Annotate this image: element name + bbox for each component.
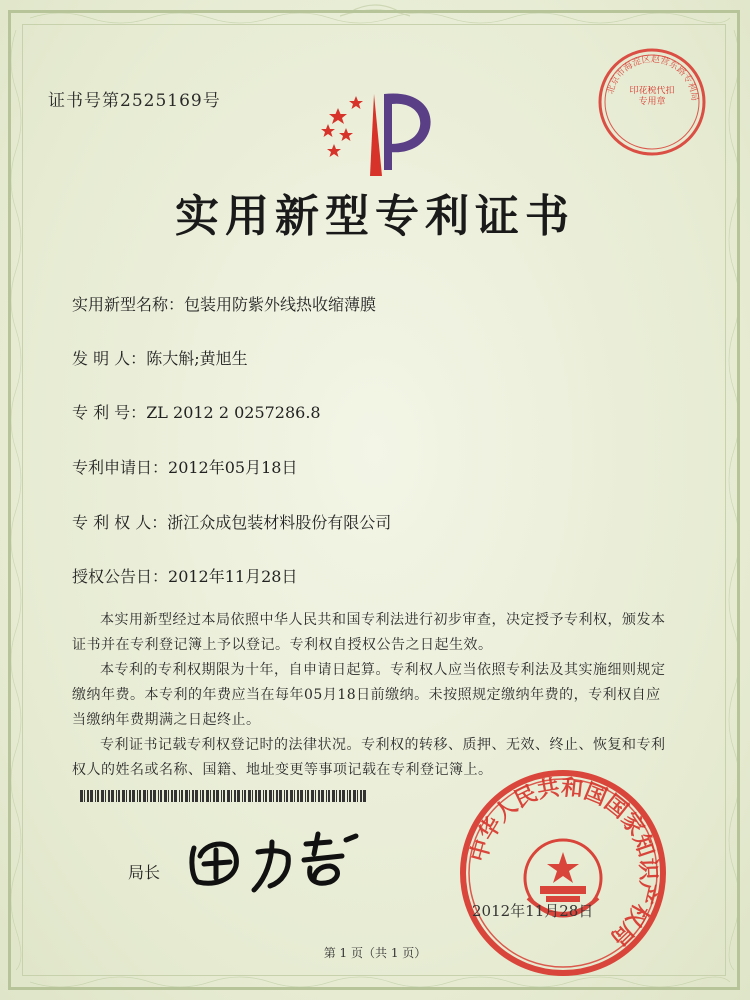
barcode-bar	[357, 790, 358, 802]
barcode-bar	[342, 790, 345, 802]
barcode-bar	[258, 790, 261, 802]
barcode-bar	[328, 790, 330, 802]
field-value: 陈大斛;黄旭生	[146, 349, 248, 368]
barcode-bar	[139, 790, 141, 802]
barcode-bar	[311, 790, 314, 802]
barcode-bar	[192, 790, 194, 802]
barcode-bar	[80, 790, 83, 802]
barcode-bar	[200, 790, 201, 802]
barcode-bar	[315, 790, 316, 802]
barcode-bar	[279, 790, 282, 802]
barcode-bar	[150, 790, 152, 802]
barcode-bar	[307, 790, 309, 802]
barcode-bar	[206, 790, 209, 802]
barcode-bar	[147, 790, 148, 802]
field-value: 包装用防紫外线热收缩薄膜	[184, 295, 377, 314]
barcode-bar	[185, 790, 188, 802]
certificate-number: 证书号第2525169号	[48, 91, 221, 111]
barcode-bar	[332, 790, 335, 802]
barcode-bar	[234, 790, 236, 802]
barcode-bar	[248, 790, 251, 802]
barcode-bar	[244, 790, 246, 802]
barcode-bar	[143, 790, 146, 802]
field-patentee	[72, 510, 391, 533]
barcode-bar	[297, 790, 299, 802]
barcode-bar	[116, 790, 117, 802]
barcode-bar	[97, 790, 99, 802]
field-patent-number	[72, 400, 321, 423]
barcode-bar	[179, 790, 180, 802]
barcode-bar	[118, 790, 120, 802]
barcode-bar	[202, 790, 204, 802]
field-value: ZL 2012 2 0257286.8	[146, 403, 321, 422]
seal-date: 2012年11月28日	[472, 902, 594, 920]
body-paragraph-grant: 本实用新型经过本局依照中华人民共和国专利法进行初步审查，决定授予专利权，颁发本证书并在专利登记簿上予以登记。专利权自授权公告之日起生效。	[72, 612, 666, 653]
barcode-bar	[174, 790, 177, 802]
barcode-bar	[210, 790, 211, 802]
barcode-bar	[252, 790, 253, 802]
barcode-bar	[101, 790, 104, 802]
field-grant-date	[72, 564, 297, 587]
barcode-bar	[286, 790, 288, 802]
barcode-bar	[221, 790, 222, 802]
certificate-body	[72, 608, 672, 783]
small-seal-center-text: 印花税代扣专用章	[629, 86, 675, 107]
body-paragraph-term: 本专利的专利权期限为十年，自申请日起算。专利权人应当依照专利法及其实施细则规定缴纳年费。本专利的年费应当在每年05月18日前缴纳。未按照规定缴纳年费的，专利权自应当缴纳年费期满之日起终止。	[72, 662, 666, 728]
barcode-bar	[300, 790, 303, 802]
barcode-bar	[158, 790, 159, 802]
field-label: 授权公告日：	[72, 567, 169, 586]
field-value: 2012年05月18日	[168, 458, 298, 477]
barcode-bar	[171, 790, 173, 802]
field-label: 发 明 人：	[72, 349, 147, 368]
barcode-bar	[126, 790, 127, 802]
barcode-bar	[276, 790, 278, 802]
barcode-bar	[305, 790, 306, 802]
barcode-bar	[164, 790, 167, 802]
barcode-bar	[242, 790, 243, 802]
field-label: 专利申请日：	[72, 458, 169, 477]
field-value: 2012年11月28日	[168, 567, 298, 586]
field-label: 专 利 权 人：	[72, 513, 168, 532]
barcode-bar	[137, 790, 138, 802]
barcode-bar	[263, 790, 264, 802]
barcode-bar	[284, 790, 285, 802]
field-value: 浙江众成包装材料股份有限公司	[167, 513, 392, 532]
barcode-bar	[237, 790, 240, 802]
seal-text: 中华人民共和国国家知识产权局	[466, 775, 661, 951]
barcode-bar	[326, 790, 327, 802]
field-label: 实用新型名称：	[72, 295, 185, 314]
barcode-bar	[336, 790, 337, 802]
barcode-bar	[290, 790, 293, 802]
barcode-bar	[111, 790, 114, 802]
certificate-title: 实用新型专利证书	[175, 191, 575, 242]
barcode-bar	[269, 790, 272, 802]
body-paragraph-status: 专利证书记载专利权登记时的法律状况。专利权的转移、质押、无效、终止、恢复和专利权人的姓名或名称、国籍、地址变更等事项记载在专利登记簿上。	[72, 737, 666, 778]
barcode-bar	[195, 790, 198, 802]
barcode-bar	[160, 790, 162, 802]
director-label: 局长	[128, 863, 161, 882]
barcode-bar	[132, 790, 135, 802]
barcode-bar	[90, 790, 93, 802]
barcode-bar	[353, 790, 356, 802]
barcode-bar	[87, 790, 89, 802]
page-number: 第 1 页（共 1 页）	[323, 946, 427, 960]
barcode-bar	[223, 790, 225, 802]
field-utility-model-name	[72, 292, 376, 315]
barcode-bar	[347, 790, 348, 802]
barcode-bar	[213, 790, 215, 802]
barcode-bar	[189, 790, 190, 802]
barcode-bar	[363, 790, 366, 802]
field-application-date	[72, 455, 297, 478]
barcode-icon	[80, 790, 370, 802]
barcode-bar	[255, 790, 257, 802]
barcode-bar	[318, 790, 320, 802]
barcode-bar	[294, 790, 295, 802]
barcode-bar	[105, 790, 106, 802]
barcode-bar	[122, 790, 125, 802]
barcode-bar	[227, 790, 230, 802]
patent-office-logo-icon	[308, 86, 448, 178]
barcode-bar	[216, 790, 219, 802]
barcode-bar	[168, 790, 169, 802]
stamp-duty-seal-icon	[596, 46, 708, 158]
barcode-bar	[108, 790, 110, 802]
director-signature-icon	[180, 820, 370, 900]
small-seal-ring-text: 北京市海淀区赵营东路专利局	[605, 54, 700, 102]
barcode-bar	[231, 790, 232, 802]
barcode-bar	[321, 790, 324, 802]
barcode-bar	[181, 790, 183, 802]
barcode-bar	[339, 790, 341, 802]
barcode-bar	[84, 790, 85, 802]
barcode-bar	[349, 790, 351, 802]
field-label: 专 利 号：	[72, 403, 147, 422]
barcode-bar	[129, 790, 131, 802]
barcode-bar	[153, 790, 156, 802]
barcode-bar	[273, 790, 274, 802]
barcode-bar	[265, 790, 267, 802]
barcode-bar	[360, 790, 362, 802]
barcode-bar	[95, 790, 96, 802]
field-inventors	[72, 346, 248, 369]
